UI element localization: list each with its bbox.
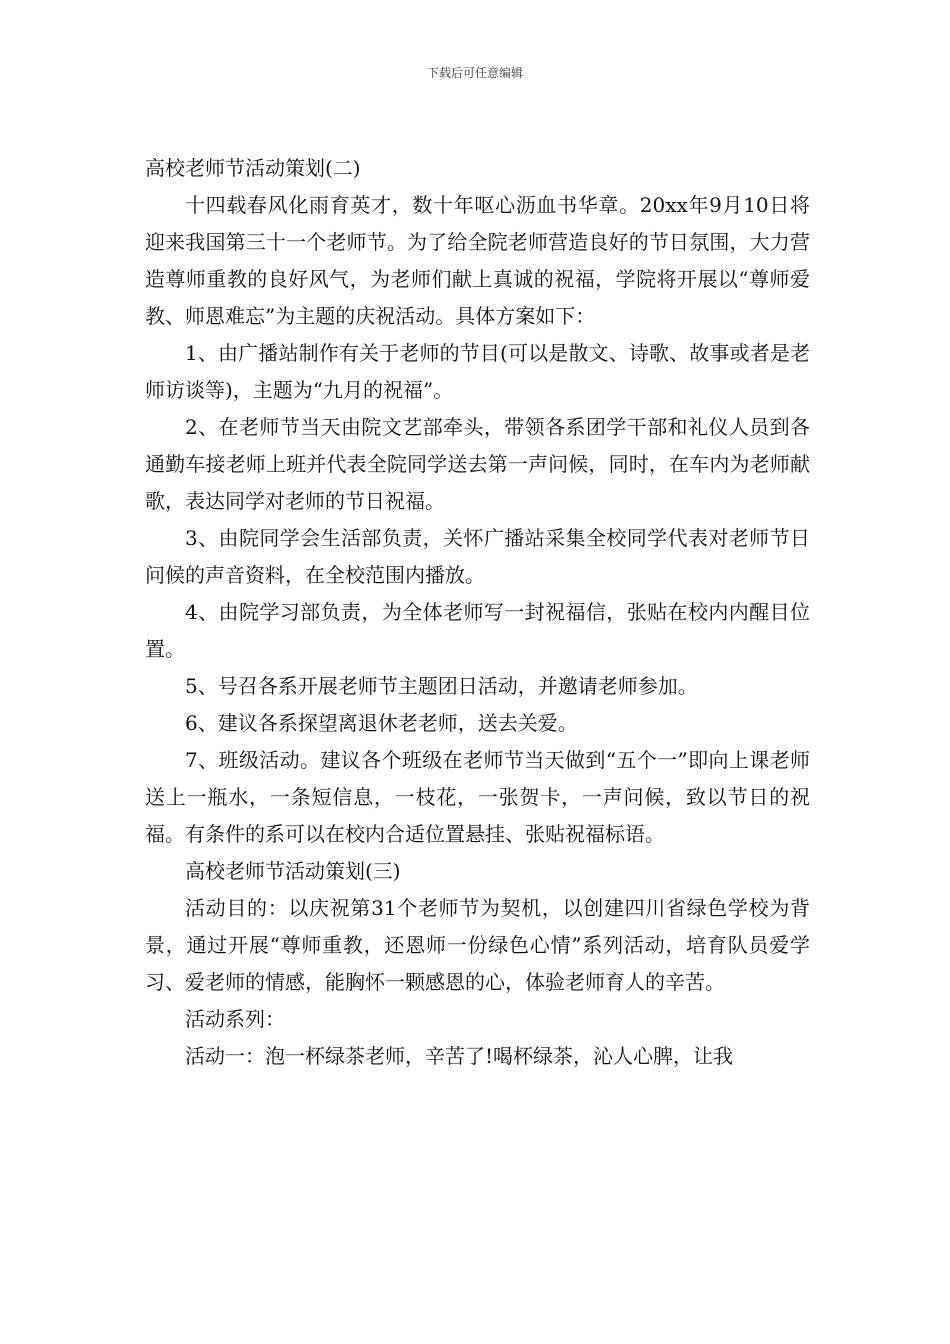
list-item: 6、建议各系探望离退休老老师，送去关爱。: [185, 711, 578, 735]
page-header: 下载后可任意编辑: [426, 66, 523, 80]
list-item: 5、号召各系开展老师节主题团日活动，并邀请老师参加。: [185, 674, 698, 698]
paragraph: 活动系列：: [185, 1007, 285, 1031]
list-item: 3、由院同学会生活部负责，关怀广播站采集全校同学代表对老师节日问候的声音资料，在全校范围内播放。: [145, 526, 810, 587]
list-item: 2、在老师节当天由院文艺部牵头，带领各系团学干部和礼仪人员到各通勤车接老师上班并代表全院同学送去第一声问候，同时，在车内为老师献歌，表达同学对老师的节日祝福。: [145, 415, 810, 513]
list-item: 7、班级活动。建议各个班级在老师节当天做到“五个一”即向上课老师送上一瓶水，一条短信息，一枝花，一张贺卡，一声问候，致以节日的祝福。有条件的系可以在校内合适位置悬挂、张贴祝福标语。: [145, 748, 810, 846]
paragraph: 活动目的：以庆祝第31个老师节为契机，以创建四川省绿色学校为背景，通过开展“尊师重教，还恩师一份绿色心情”系列活动，培育队员爱学习、爱老师的情感，能胸怀一颗感恩的心，体验老师育人的辛苦。: [145, 896, 810, 994]
paragraph: 十四载春风化雨育英才，数十年呕心沥血书华章。20xx年9月10日将迎来我国第三十一个老师节。为了给全院老师营造良好的节日氛围，大力营造尊师重教的良好风气，为老师们献上真诚的祝福，学院将开展以“尊师爱教、师恩难忘”为主题的庆祝活动。具体方案如下：: [145, 193, 810, 328]
section-title: 高校老师节活动策划(二): [145, 156, 361, 180]
list-item: 4、由院学习部负责，为全体老师写一封祝福信，张贴在校内内醒目位置。: [145, 600, 810, 661]
list-item: 1、由广播站制作有关于老师的节目(可以是散文、诗歌、故事或者是老师访谈等)，主题为“九月的祝福”。: [145, 341, 810, 402]
document-body: [145, 150, 810, 1075]
section-title: 高校老师节活动策划(三): [185, 859, 401, 883]
paragraph: 活动一：泡一杯绿茶老师，辛苦了!喝杯绿茶，沁人心脾，让我: [185, 1044, 734, 1068]
